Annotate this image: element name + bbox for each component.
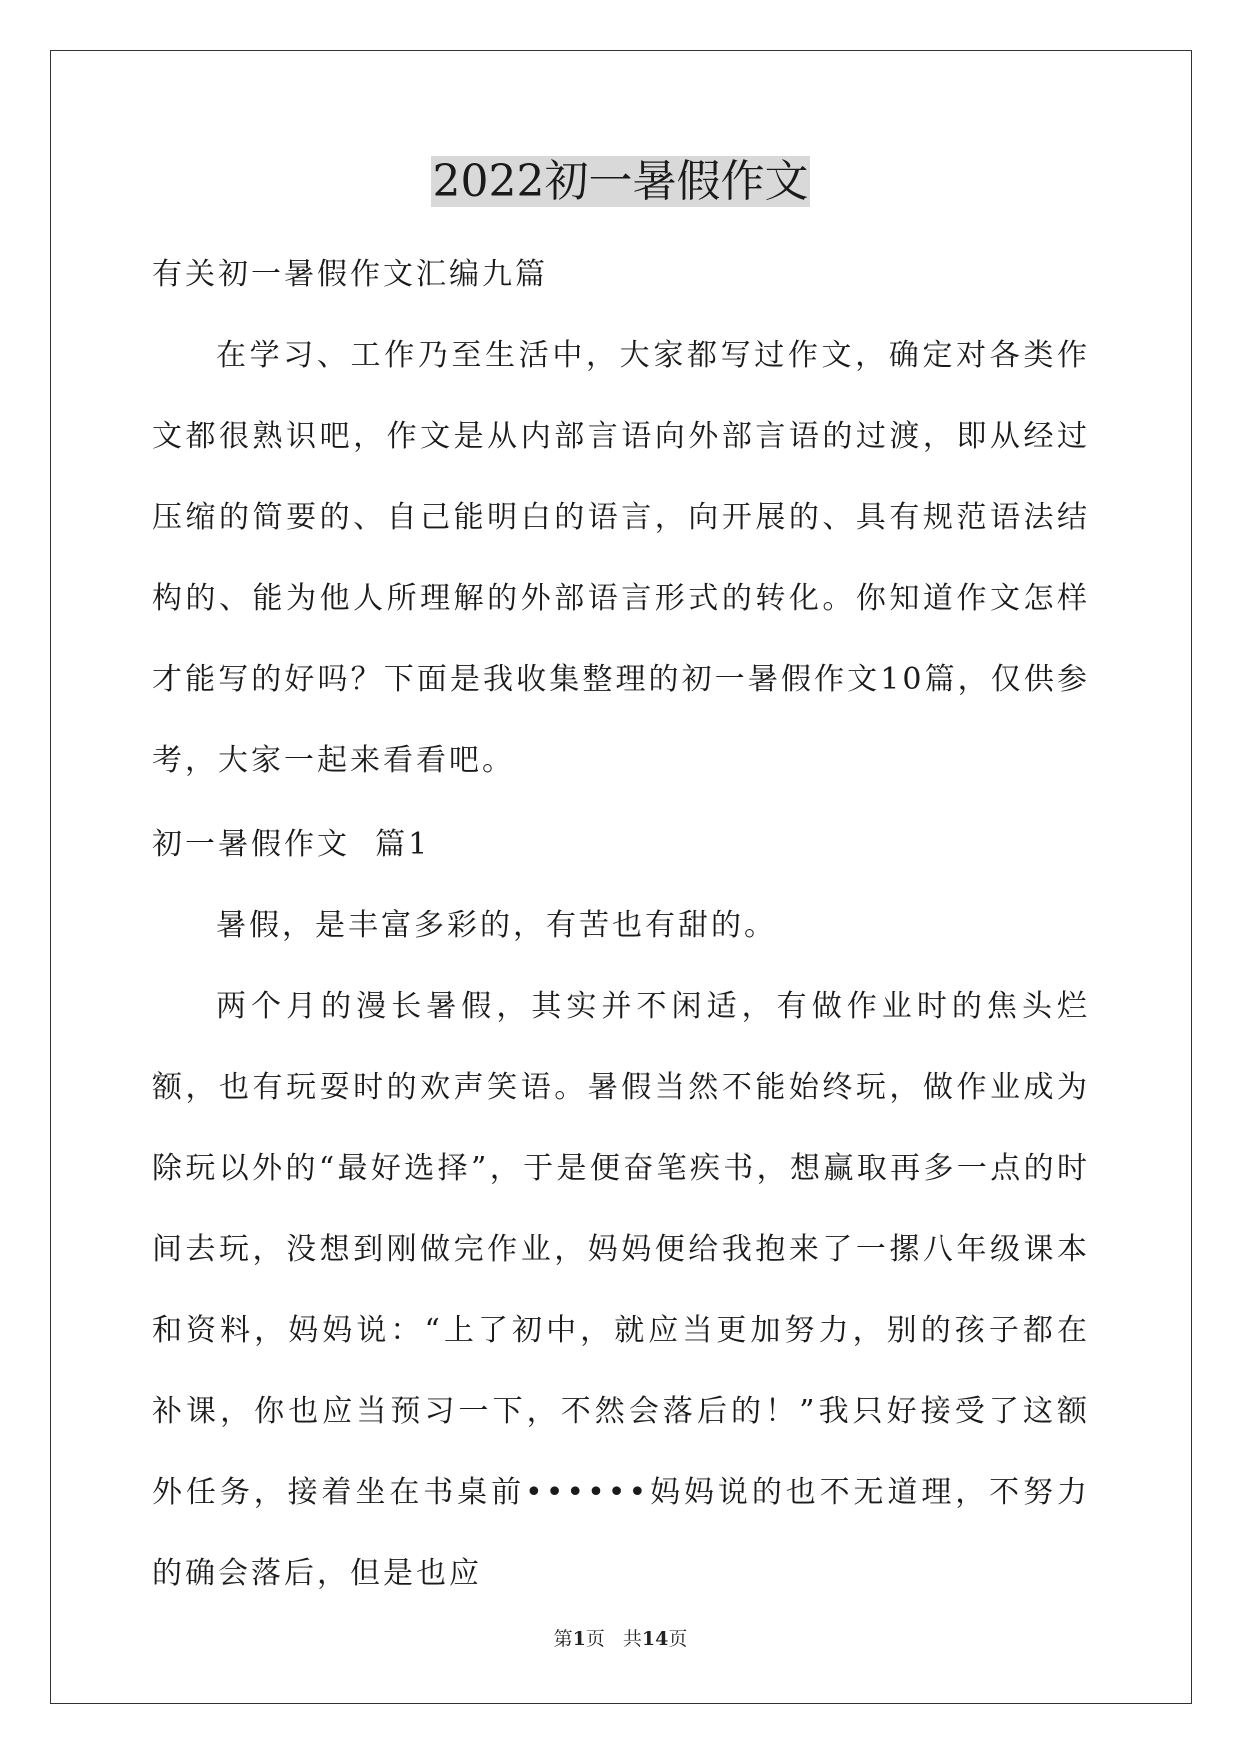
page-current: 1 [572, 1628, 586, 1650]
page-total: 14 [641, 1628, 669, 1650]
section-heading: 初一暑假作文 篇1 [152, 827, 431, 862]
page-prefix: 第 [553, 1628, 573, 1650]
intro-paragraph: 在学习、工作乃至生活中，大家都写过作文，确定对各类作文都很熟识吧，作文是从内部言语向外部言语的过渡，即从经过压缩的简要的、自己能明白的语言，向开展的、具有规范语法结构的、能为他人所理解的外部语言形式的转化。你知道作文怎样才能写的好吗？下面是我收集整理的初一暑假作文10篇，仅供参考，大家一起来看看吧。 [152, 338, 1090, 778]
total-prefix: 共 [622, 1628, 642, 1650]
document-subtitle: 有关初一暑假作文汇编九篇 [152, 257, 548, 292]
section-paragraph-2: 两个月的漫长暑假，其实并不闲适，有做作业时的焦头烂额，也有玩耍时的欢声笑语。暑假当然不能始终玩，做作业成为除玩以外的“最好选择”，于是便奋笔疾书，想赢取再多一点的时间去玩，没想到刚做完作业，妈妈便给我抱来了一摞八年级课本和资料，妈妈说：“上了初中，就应当更加努力，别的孩子都在补课，你也应当预习一下，不然会落后的！”我只好接受了这额外任务，接着坐在书桌前••••••妈妈说的也不无道理，不努力的确会落后，但是也应 [152, 989, 1090, 1591]
section-1 [152, 804, 1090, 1614]
total-suffix: 页 [668, 1628, 688, 1650]
document-body [152, 234, 1090, 801]
page-suffix: 页 [585, 1628, 605, 1650]
document-title: 2022初一暑假作文 [432, 156, 809, 207]
section-paragraph-1: 暑假，是丰富多彩的，有苦也有甜的。 [216, 908, 777, 943]
page-footer [0, 1627, 1241, 1651]
